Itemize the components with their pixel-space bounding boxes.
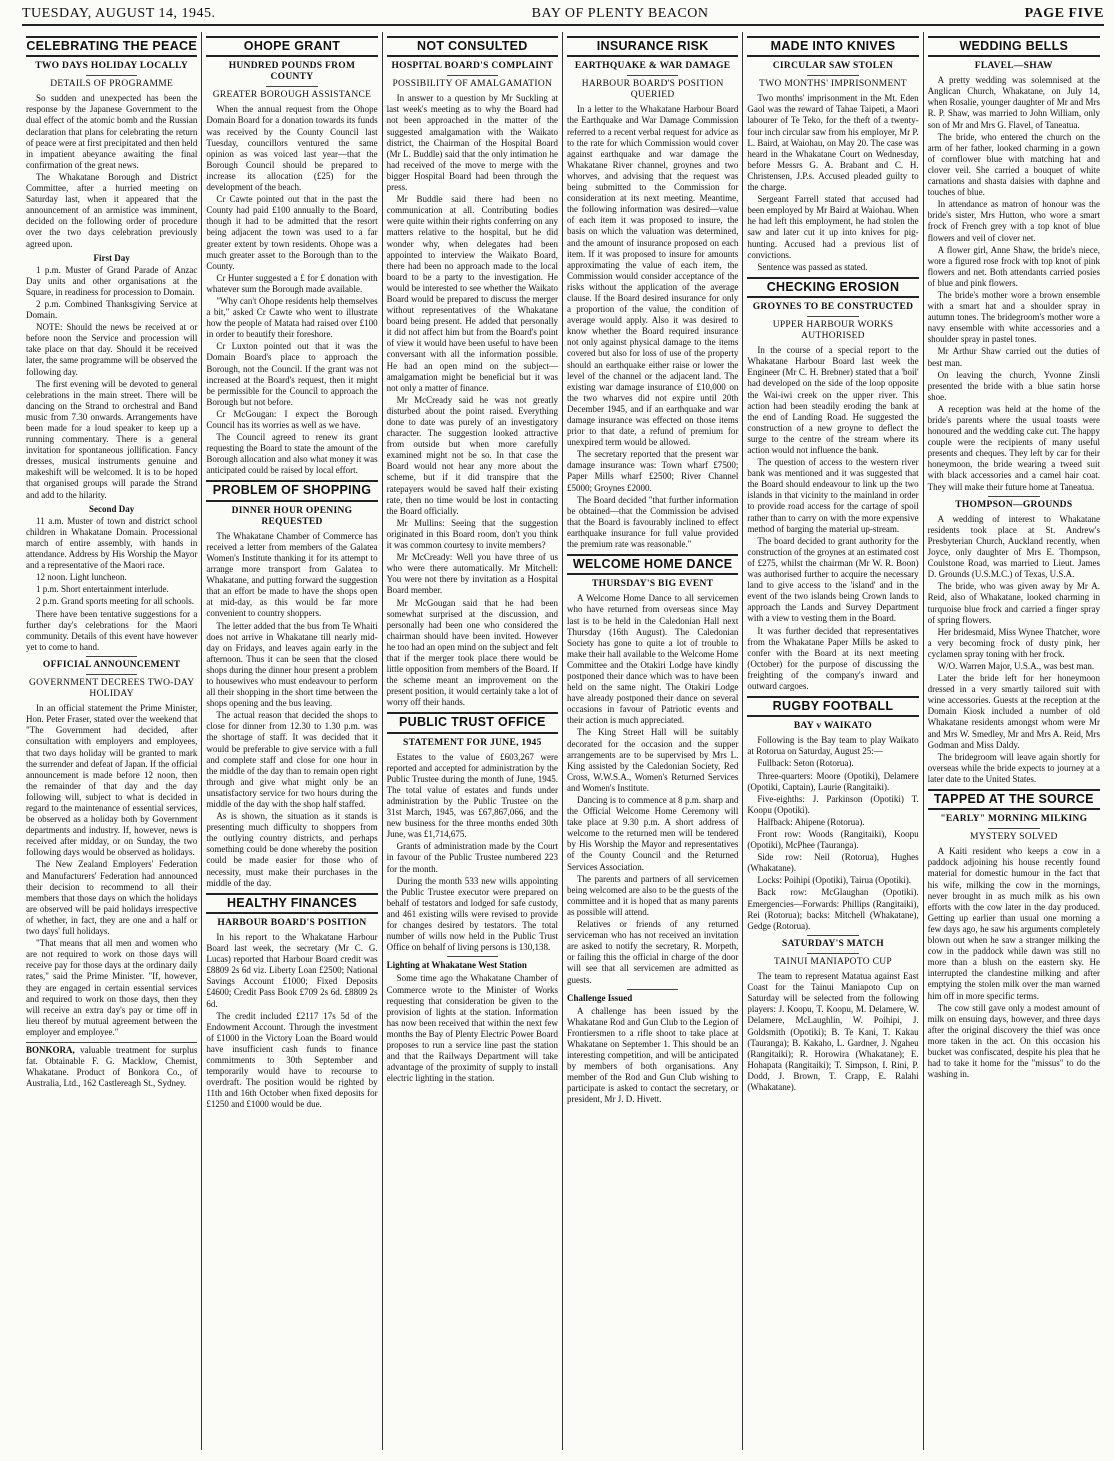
headline-official-announcement: OFFICIAL ANNOUNCEMENT	[42, 659, 181, 670]
paragraph: A Welcome Home Dance to all servicemen who have returned from overseas since May last is to be held in the Caledonian Hall next Thursday (16th August). The Caledonian Society has gone to quite a lot of trouble to make their hall available to the Welcome Home Committee and the Otakiri Lodge have kindly postponed their dance which was to have been held on the same night. The Otakiri Lodge have already postponed their dance on several occasions in favour of Patriotic events and their action is much appreciated.	[566, 593, 739, 726]
paragraph: The first evening will be devoted to general celebrations in the main street. There will be dancing on the Strand to orchestral and Band music from 7.30 onwards. Arrangements have been made for a loud speaker to keep up a running commentary. There is a general invitation for spontaneous jollification. Fancy dresses, musical instruments genuine and makeshift will be welcomed. It is to be hoped that organised groups will parade the Strand and add to the hilarity.	[26, 378, 198, 500]
subhead: STATEMENT FOR JUNE, 1945	[403, 737, 542, 748]
paragraph: 1 p.m. Muster of Grand Parade of Anzac Day units and other organisations at the Square, in readiness for procession to Domain.	[26, 264, 198, 297]
headline-checking-erosion: CHECKING EROSION	[747, 277, 918, 298]
subhead: TAINUI MANIAPOTO CUP	[773, 956, 892, 967]
paragraph: The Whakatane Chamber of Commerce has received a letter from members of the Galatea Women's Institute thanking it for its attempt to arrange more transport from Galatea to Whakatane, and putting forward the suggestion that an effort be made to have the shops open at mid-day, as this would be far more convenient to country shoppers.	[206, 530, 378, 619]
paragraph: Two months' imprisonment in the Mt. Eden Gaol was the reward of Tahae Taipeti, a Maori labourer of Te Teko, for the theft of a twenty-four inch circular saw from his employer, Mr P. L. Baird, at Waiohau, on May 20. The case was heard in the Whakatane Court on Wednesday, before Messrs G. A. Brabant and C. H. Christensen, J.P.s. Accused pleaded guilty to the charge.	[747, 93, 919, 193]
divider	[807, 75, 858, 76]
headline-celebrating-peace: CELEBRATING THE PEACE	[26, 36, 197, 57]
headline-not-consulted: NOT CONSULTED	[387, 36, 558, 57]
paragraph: Halfback: Ahipene (Rotorua).	[757, 816, 865, 827]
subhead: SATURDAY'S MATCH	[781, 938, 884, 949]
paragraph: The secretary reported that the present war damage insurance was: Town wharf £7500; Paper Mills wharf £2500; River Channel £5000; Groynes £2000.	[566, 449, 739, 493]
paragraph: Following is the Bay team to play Waikato at Rotorua on Saturday, August 25:—	[747, 735, 919, 757]
paragraph: Back row: McGlaughan (Opotiki). Emergencies—Forwards: Phillips (Rangitaiki), Rei (Rotorua); backs: Mitchell (Whakatane), Gedge (Rotorua).	[747, 887, 919, 931]
divider	[807, 935, 858, 936]
paragraph: The bridegroom will leave again shortly for overseas while the bride expects to journey at a later date to the United States.	[927, 751, 1100, 784]
subhead: DINNER HOUR OPENING REQUESTED	[231, 505, 353, 527]
paragraph: Grants of administration made by the Court in favour of the Public Trustee numbered 223 for the month.	[386, 841, 558, 874]
divider	[988, 828, 1040, 829]
masthead	[22, 6, 1104, 26]
paragraph: The bride, who was given away by Mr A. Reid, also of Whakatane, looked charming in turquoise blue frock and carried a finger spray of spring flowers.	[927, 581, 1100, 625]
headline-healthy-finances: HEALTHY FINANCES	[206, 893, 377, 914]
subhead: EARTHQUAKE & WAR DAMAGE	[574, 61, 731, 72]
paragraph: A challenge has been issued by the Whakatane Rod and Gun Club to the Legion of Frontiersmen to a rifle shoot to take place at Whakatane on September 1. This should be an interesting competition, and will be anticipated by members of both organisations. Any member of the Rod and Gun Club wishing to participate is asked to contact the secretary, or president, Mr J. D. Hivett.	[566, 1005, 739, 1105]
headline-challenge-issued: Challenge Issued	[566, 992, 633, 1003]
headline-made-into-knives: MADE INTO KNIVES	[747, 36, 918, 57]
subhead: CIRCULAR SAW STOLEN	[772, 61, 894, 72]
paragraph: In the course of a special report to the Whakatane Harbour Board last week the Engineer (Mr C. H. Brebner) stated that a 'boil' had developed on the side of the loop opposite the Wai-iwi creek on the upper river. This action had been steadily eroding the bank at the end of Landing Road. He suggested the construction of a new groyne to deflect the surge to the centre of the stream where its action would not influence the bank.	[747, 345, 919, 455]
subhead: BAY v WAIKATO	[793, 721, 873, 732]
paragraph: Relatives or friends of any returned serviceman who has not received an invitation are asked to notify the secretary, R. Morpeth, or failing this the official in charge of the door will see that all servicemen are admitted as guests.	[566, 919, 739, 985]
paragraph: A wedding of interest to Whakatane residents took place at St. Andrew's Presbyterian Church, Auckland recently, when Joyce, only daughter of Mrs E. Thompson, Coulstone Road, was married to Lieut. James D. Grounds (U.S.M.C.) of Texas, U.S.A.	[927, 513, 1100, 580]
subhead: TWO DAYS HOLIDAY LOCALLY	[35, 61, 189, 72]
headline-insurance-risk: INSURANCE RISK	[567, 36, 738, 57]
paragraph: In a letter to the Whakatane Harbour Board the Earthquake and War Damage Commission referred to a recent verbal request for advice as to the rate for which Commission would cover against earthquake and war damage the Whakatane River channel, groynes and two whorves, and advising that the request was being submitted to the Commission for consideration at its next meeting. Meantime, the following information was desired—value of each item it was proposed to insure, the basis on which the valuation was determined, and the amount of insurance proposed on each item. If it was proposed to insure for amounts approximating the value of each item, the Commission would consider acceptance of the risks without the application of the average clause. If the Board desired insurance for only a proportion of the value, the condition of average would apply. Also it was desired to know whether the Board required insurance not only against physical damage to the items covered but also for loss of use of the property should an earthquake either raise or lower the level of the channel or the adjacent land. The existing war damage insurance of £10,000 on the two wharves did not expire until 20th December 1945, and if an earthquake and war damage insurance was effected on those items prior to that date, a refund of premium for unexpired term would be allowed.	[566, 104, 739, 448]
paragraph: Later the bride left for her honeymoon dressed in a very smartly tailored suit with wine accessories. Guests at the reception at the Domain Kiosk included a number of old Whakatane residents amongst whom were Mr and Mrs W. Smedley, Mr and Mrs A. Reid, Mrs Godman and Miss Daldy.	[927, 673, 1100, 750]
subhead: HUNDRED POUNDS FROM COUNTY	[228, 61, 356, 83]
paragraph: Cr Cawte pointed out that in the past the County had paid £100 annually to the Board, though it had to be admitted that the resort being adjacent the town was used to a far greater extent by town residents. Ohope was a much greater asset to the Borough than to the County.	[206, 194, 378, 271]
paragraph: The Council agreed to renew its grant requesting the Board to state the amount of the Borough allocation and also what money it was anticipated could be raised by local effort.	[206, 432, 378, 476]
paragraph: Cr McGougan: I expect the Borough Council has its worries as well as we have.	[206, 408, 378, 430]
paragraph: Mr Buddle said there had been no communication at all. Contributing bodies were quite within their rights conferring on any matters relative to the hospital, but he did wonder why, when delegates had been appointed to interview the Waikato Board, there had been no approach made to the local board to be a party to the investigation. He would be interested to see whether the Waikato Board would be prepared to discuss the merger without representatives of the Whakatane board being present. He added that personally it did not affect him but from the Board's point of view it would have been useful to have been conversant with all the information possible. He had an open mind on the subject—amalgamation might be beneficial but it was not only a matter of finance.	[386, 194, 558, 393]
subhead: GOVERNMENT DECREES TWO-DAY HOLIDAY	[28, 677, 195, 700]
paragraph: The question of access to the western river bank was mentioned and it was suggested that the Board should endeavour to link up the two islands in that vicinity to the mainland in order to provide road access for the cartage of spoil rather than to carry on with the more expensive method of barging the material up-stream.	[747, 457, 919, 534]
paragraph: Her bridesmaid, Miss Wynee Thatcher, wore a very becoming frock of dusty pink, her cyclamen spray toning with her frock.	[927, 626, 1100, 659]
paragraph: Sentence was passed as stated.	[757, 261, 868, 272]
paragraph: On leaving the church, Yvonne Zinsli presented the bride with a blue satin horse shoe.	[927, 369, 1100, 402]
paragraph: As is shown, the situation as it stands is presenting much difficulty to shoppers from the outlying country districts, and perhaps something could be done whereby the position could be made easier for those who of necessity, must make their purchases in the middle of the day.	[206, 811, 378, 888]
paragraph: The bride, who entered the church on the arm of her father, looked charming in a gown of cornflower blue with matching hat and clover veil. She carried a bouquet of white carnations and shasta daisies with daphne and touches of blue.	[927, 131, 1100, 198]
headline-public-trust-office: PUBLIC TRUST OFFICE	[387, 712, 558, 733]
paragraph: The actual reason that decided the shops to close for dinner from 12.30 to 1.30 p.m. was the shortage of staff. It was decided that it would be preferable to give service with a full and complete staff and close for one hour in the middle of the day than to remain open right through and give what might only be an unsatisfactory service for two hours during the middle of the day with the shop half staffed.	[206, 710, 378, 809]
headline-tapped-at-source: TAPPED AT THE SOURCE	[928, 789, 1100, 810]
paragraph: The team to represent Matatua against East Coast for the Tainui Maniapoto Cup on Saturday will be selected from the following players: J. Koopu, T. Koopu, M. Delamere, W. Delamere, McLaughlin, W. Poihipi, J. Goldsmith (Opotiki); B. Te Kani, T. Kakau (Tauranga); B. Kakaho, L. Gardner, J. Ngaheu (Rangitaiki); R. Horowira (Whakatane); E. Hohapata (Rangitaiki); T. Simpson, I. Rini, P. Dodd, J. Brown, T. Crapp, E. Ralahi (Whakatane).	[747, 971, 919, 1092]
paragraph: Mr McCready: Well you have three of us who were there automatically. Mr Mitchell: You were not there by invitation as a Hospital Board member.	[386, 552, 558, 596]
headline-ohope-grant: OHOPE GRANT	[206, 36, 377, 57]
subhead: THOMPSON—GROUNDS	[955, 499, 1073, 510]
paragraph: Cr Luxton pointed out that it was the Domain Board's place to approach the Borough, not the Council. If the grant was not increased at the Board's request, then it might be permissible for the Council to approach the Borough but not before.	[206, 341, 378, 407]
column-6	[924, 32, 1104, 1450]
paragraph: Cr Hunter suggested a £ for £ donation with whatever sum the Borough made available.	[206, 272, 378, 294]
paragraph: 2 p.m. Combined Thanksgiving Service at Domain.	[26, 298, 198, 321]
column-4	[563, 32, 743, 1450]
subhead: MYSTERY SOLVED	[969, 832, 1058, 843]
divider	[627, 75, 678, 76]
paragraph: The Whakatane Borough and District Committee, after a hurried meeting on Saturday last, when it appeared that the announcement of an armistice was imminent, decided on the following order of procedure over the two days celebration previously agreed upon.	[26, 171, 198, 249]
paragraph: It was further decided that representatives from the Whakatane Paper Mills be asked to confer with the Board at its next meeting (October) for the purpose of discussing the freighting of the company's inward and outward cargoes.	[747, 625, 919, 691]
headline-wedding-bells: WEDDING BELLS	[928, 36, 1100, 57]
paragraph: A pretty wedding was solemnised at the Anglican Church, Whakatane, on July 14, when Rosalie, younger daughter of Mr and Mrs R. P. Shaw, was married to John William, only son of Mr and Mrs G. Flavel, of Taneatua.	[927, 75, 1100, 130]
paragraph: A reception was held at the home of the bride's parents where the usual toasts were honoured and the wedding cake cut. The happy couple were the recipients of many useful presents and cheques. They left by car for their honeymoon, the bride wearing a tweed suit with black accessories and a camel hair coat. They will make their future home at Taneatua.	[927, 403, 1100, 492]
subhead: UPPER HARBOUR WORKS AUTHORISED	[772, 319, 894, 342]
column-5	[743, 32, 923, 1450]
paragraph: Locks: Poihipi (Opotiki), Tairua (Opotiki).	[757, 875, 912, 886]
paragraph: A Kaiti resident who keeps a cow in a paddock adjoining his house recently found material for domestic humour in the fact that his wife, milking the cow in the mornings, never brought in as much milk as his own efforts with the cow later in the day produced. Getting up earlier than usual one morning a few days ago, he saw his arguments completely blown out when he saw a stranger milking the cow in the paddock while dawn was still no more than a blush on the eastern sky. He interrupted the clandestine milking and after emptying the stolen milk over the man warned him off in more specific terms.	[927, 846, 1100, 1001]
paragraph: A flower girl, Anne Shaw, the bride's niece, wore a figured rose frock with top knot of pink flowers and net. Both attendants carried posies of blue and pink flowers.	[927, 244, 1100, 288]
advertisement-text: valuable treatment for surplus fat. Obtainable F. G. Macklow, Chemist, Whakatane. Product of Bonkora Co., of Australia, Ltd., 162 Castlereagh St., Sydney.	[26, 1044, 198, 1089]
subhead: GROYNES TO BE CONSTRUCTED	[752, 301, 914, 312]
paragraph: "Why can't Ohope residents help themselves a bit," asked Cr Cawte who went to illustrate how the people of Matata had raised over £100 in order to beautify their foreshore.	[206, 295, 378, 340]
divider	[988, 496, 1040, 497]
subhead: "EARLY" MORNING MILKING	[940, 814, 1088, 825]
divider	[627, 989, 678, 990]
paragraph: Front row: Woods (Rangitaiki), Koopu (Opotiki), McPhee (Tauranga).	[747, 829, 919, 851]
subhead: HOSPITAL BOARD'S COMPLAINT	[391, 61, 554, 72]
paragraph: "That means that all men and women who are not required to work on those days will receive pay for those days at the ordinary daily rates," said the Prime Minister. "If, however, they are engaged in certain essential services and required to work on those days, then they will receive an extra day's pay or time off in lieu thereof by mutual agreement between the employer and employee."	[26, 938, 198, 1037]
advertisement-brand: BONKORA,	[26, 1044, 75, 1055]
masthead-date: TUESDAY, AUGUST 14, 1945.	[22, 6, 216, 21]
paragraph: Sergeant Farrell stated that accused had been employed by Mr Baird at Waiohau. When he had left this employment, he had stolen the saw and later cut it up into knives for pig-hunting. Accused had a previous list of convictions.	[747, 194, 919, 260]
subhead: TWO MONTHS' IMPRISONMENT	[759, 79, 907, 90]
section-title: Second Day	[89, 503, 135, 514]
paragraph: In attendance as matron of honour was the bride's sister, Mrs Hutton, who wore a smart frock of French grey with a top knot of blue flowers and veil of clover net.	[927, 199, 1100, 243]
paragraph: The cow still gave only a modest amount of milk on ensuing days, however, and three days after the original discovery the thief was once more taken in the act. On this occasion his bucket was confiscated, despite his plea that he had to take it home for the "missus" to do the washing in.	[927, 1002, 1100, 1080]
subhead: HARBOUR BOARD'S POSITION QUERIED	[581, 79, 724, 101]
paragraph: 2 p.m. Grand sports meeting for all schools.	[36, 596, 194, 607]
paragraph: Mr McGougan said that he had been somewhat surprised at the discussion, and personally had been one who considered the chairman should have been invited. However he too had an open mind on the subject and felt that if the merger took place there would be little opposition from members of the Board. If the scheme meant an improvement on the present position, it would certainly take a lot of worry off their hands.	[386, 597, 558, 708]
paragraph: Three-quarters: Moore (Opotiki), Delamere (Opotiki, Captain), Laurie (Rangitaiki).	[747, 770, 919, 792]
paragraph: In an official statement the Prime Minister, Hon. Peter Fraser, stated over the weekend that "The Government had decided, after consultation with employers and employees, that two days holiday will be granted to mark the surrender and defeat of Japan. If the official announcement is made before 12 noon, then the remainder of that day and the day following will, subject to what is decided in regard to the maintenance of essential services, be observed as a holiday both by Government departments and industry. If, however, news is received after midday, or on Sunday, the two following days would be observed as holidays.	[26, 703, 198, 858]
paragraph: 12 noon. Light luncheon.	[36, 572, 127, 583]
paragraph: The board decided to grant authority for the construction of the groynes at an estimated cost of £275, whilst the chairman (Mr W. R. Boon) was authorised further to acquire the necessary land to give access to the 'island' and in the event of the two islands being Crown lands to approach the Lands and Survey Department with a view to vesting them in the Board.	[747, 535, 919, 624]
paragraph: Some time ago the Whakatane Chamber of Commerce wrote to the Minister of Works requesting that consideration be given to the provision of lights at the station. Information has now been received that within the next few months the Bay of Plenty Electric Power Board proposes to run a service line past the station and that the Railways Department will take advantage of the proximity of supply to install electric lighting in the station.	[386, 973, 558, 1084]
divider	[86, 75, 137, 76]
paragraph: The letter added that the bus from Te Whaiti does not arrive in Whakatane till nearly mid-day on Fridays, and leaves again early in the afternoon. Thus it can be seen that the closed shops during the dinner hour present a problem to housewives who must endeavour to perform all their shopping in the short time between the shops opening and the bus leaving.	[206, 620, 378, 709]
paragraph: In his report to the Whakatane Harbour Board last week, the secretary (Mr C. G. Lucas) reported that Harbour Board credit was £8809 2s 6d viz. Liberty Loan £2500; National Savings Account £1000; Fixed Deposits £4600; Credit Pass Book £709 2s 6d. £8809 2s 6d.	[206, 931, 378, 1009]
divider	[807, 316, 858, 317]
paragraph: 1 p.m. Short entertainment interlude.	[36, 584, 169, 595]
paragraph: 11 a.m. Muster of town and district school children in Whakatane Domain. Processional march of entire assembly, with hands in attendance. Address by His Worship the Mayor and a representative of the Maori race.	[26, 515, 198, 571]
subhead: POSSIBILITY OF AMALGAMATION	[392, 79, 553, 90]
paragraph: The credit included £2117 17s 5d of the Endowment Account. Through the investment of £1000 in the Victory Loan the Board would have insufficient cash funds to finance commitments to 30th September and temporarily would have to recourse to overdraft. The position would be righted by 11th and 16th October when fixed deposits for £1250 and £1000 would be due.	[206, 1010, 378, 1110]
divider	[447, 75, 498, 76]
column-3	[383, 32, 563, 1450]
paragraph: The Board decided "that further information be obtained—that the Commission be advised that the Board is favourably inclined to effect earthquake insurance for full value provided the premium rate was reasonable."	[566, 494, 739, 550]
masthead-page-number: PAGE FIVE	[1024, 6, 1104, 21]
paragraph: Estates to the value of £603,267 were reported and accepted for administration by the Public Trustee during the month of June, 1945. The total value of estates and funds under administration by the Public Trustee on the 31st March, 1945, was £67,867,066, and the new business for the three months ended 30th June, was £1,714,675.	[386, 751, 558, 840]
paragraph: The bride's mother wore a brown ensemble with a smart hat and a shoulder spray in autumn tones. The bridegroom's mother wore a navy ensemble with white accessories and a shoulder spray in pastel tones.	[927, 289, 1100, 345]
headline-welcome-home-dance: WELCOME HOME DANCE	[567, 554, 738, 575]
paragraph: Fullback: Seton (Rotorua).	[757, 758, 854, 769]
divider	[807, 953, 858, 954]
section-title: First Day	[93, 252, 130, 263]
subhead: THURSDAY'S BIG EVENT	[592, 579, 714, 590]
paragraph: W/O. Warren Major, U.S.A., was best man.	[937, 660, 1095, 671]
paragraph: Dancing is to commence at 8 p.m. sharp and the Official Welcome Home Ceremony will take place at 9.30 p.m. A short address of welcome to the returned men will be tendered by His Worship the Mayor and representatives of the County Council and the Returned Services Association.	[566, 795, 739, 872]
paragraph: When the annual request from the Ohope Domain Board for a donation towards its funds was received by the County Council last Tuesday, councillors ventured the same opinion as was voiced last year—that the Borough Council should be prepared to increase its allocation (£25) for the development of the beach.	[206, 104, 378, 193]
paragraph: So sudden and unexpected has been the response by the Japanese Government to the dual effect of the atomic bomb and the Russian declaration that plans for celebrating the return of peace were at first precipitated and then held in impatient abeyance awaiting the final confirmation of the great news.	[26, 93, 198, 170]
advertisement-bonkora	[26, 1042, 197, 1089]
subhead: DETAILS OF PROGRAMME	[50, 79, 174, 90]
column-1	[22, 32, 202, 1450]
divider	[447, 956, 498, 957]
paragraph: Side row: Neil (Rotorua), Hughes (Whakatane).	[747, 852, 919, 874]
subhead: GREATER BOROUGH ASSISTANCE	[212, 90, 372, 101]
subhead: FLAVEL—SHAW	[974, 61, 1053, 72]
paragraph: Five-eighths: J. Parkinson (Opotiki) T. Koopu (Opotiki).	[747, 793, 919, 815]
headline-problem-of-shopping: PROBLEM OF SHOPPING	[206, 480, 377, 501]
paragraph: There have been tentative suggestions for a further day's celebrations for the Maori community. Details of this event have however yet to come to hand.	[26, 608, 198, 652]
paragraph: In answer to a question by Mr Suckling at last week's meeting as to why the Board had not been approached in the matter of the suggested amalgamation with the Waikato district, the Chairman of the Hospital Board (Mr L. Buddle) said that the only intimation he had received of the move to merge with the bigger Hospital Board had been through the press.	[386, 93, 558, 193]
column-2	[202, 32, 382, 1450]
divider	[86, 674, 137, 675]
masthead-paper-name: BAY OF PLENTY BEACON	[531, 6, 709, 21]
paragraph: During the month 533 new wills appointing the Public Trustee executor were prepared on behalf of testators and lodged for safe custody, and 461 existing wills were revised to provide for changes desired by testators. The total number of wills now held in the Public Trust Office on behalf of living persons is 130,138.	[386, 875, 558, 953]
headline-rugby-football: RUGBY FOOTBALL	[747, 696, 918, 717]
divider	[86, 656, 137, 657]
paragraph: Mr Mullins: Seeing that the suggestion originated in this Board room, don't you think it was common courtesy to invite members?	[386, 517, 558, 551]
subhead: HARBOUR BOARD'S POSITION	[217, 917, 367, 928]
paragraph: Mr McCready said he was not greatly disturbed about the point raised. Everything done to date was purely of an investigatory character. The suggestion looked attractive from outside but when more carefully examined might not be so. In that case the Board would not hear any more about the scheme, but if it did transpire that the ratepayers would be saved half their existing rate, then no time would be lost in contacting the Board officially.	[386, 394, 558, 516]
paragraph: Mr Arthur Shaw carried out the duties of best man.	[927, 346, 1100, 368]
paragraph: The King Street Hall will be suitably decorated for the occasion and the supper arrangements are to be supervised by Mrs L. King assisted by the Caledonian Society, Red Cross, W.W.S.A., Women's Returned Services and Women's Institute.	[566, 727, 739, 793]
divider	[266, 86, 317, 87]
paragraph: The parents and partners of all servicemen being welcomed are also to be the guests of the committee and it is hoped that as many parents as possible will attend.	[566, 873, 739, 917]
paragraph: The New Zealand Employers' Federation and Manufacturers' Federation had announced their decision to recommend to all their members that those days on which the holidays are observed will be paid holidays irrespective of whether, in fact, they are one and a half or two days' full holidays.	[26, 859, 198, 937]
paragraph: NOTE: Should the news be received at or before noon the Service and procession will take place on that day. Should it be received later, the same programme will be observed the following day.	[26, 322, 198, 377]
headline-lighting-station: Lighting at Whakatane West Station	[386, 960, 527, 971]
